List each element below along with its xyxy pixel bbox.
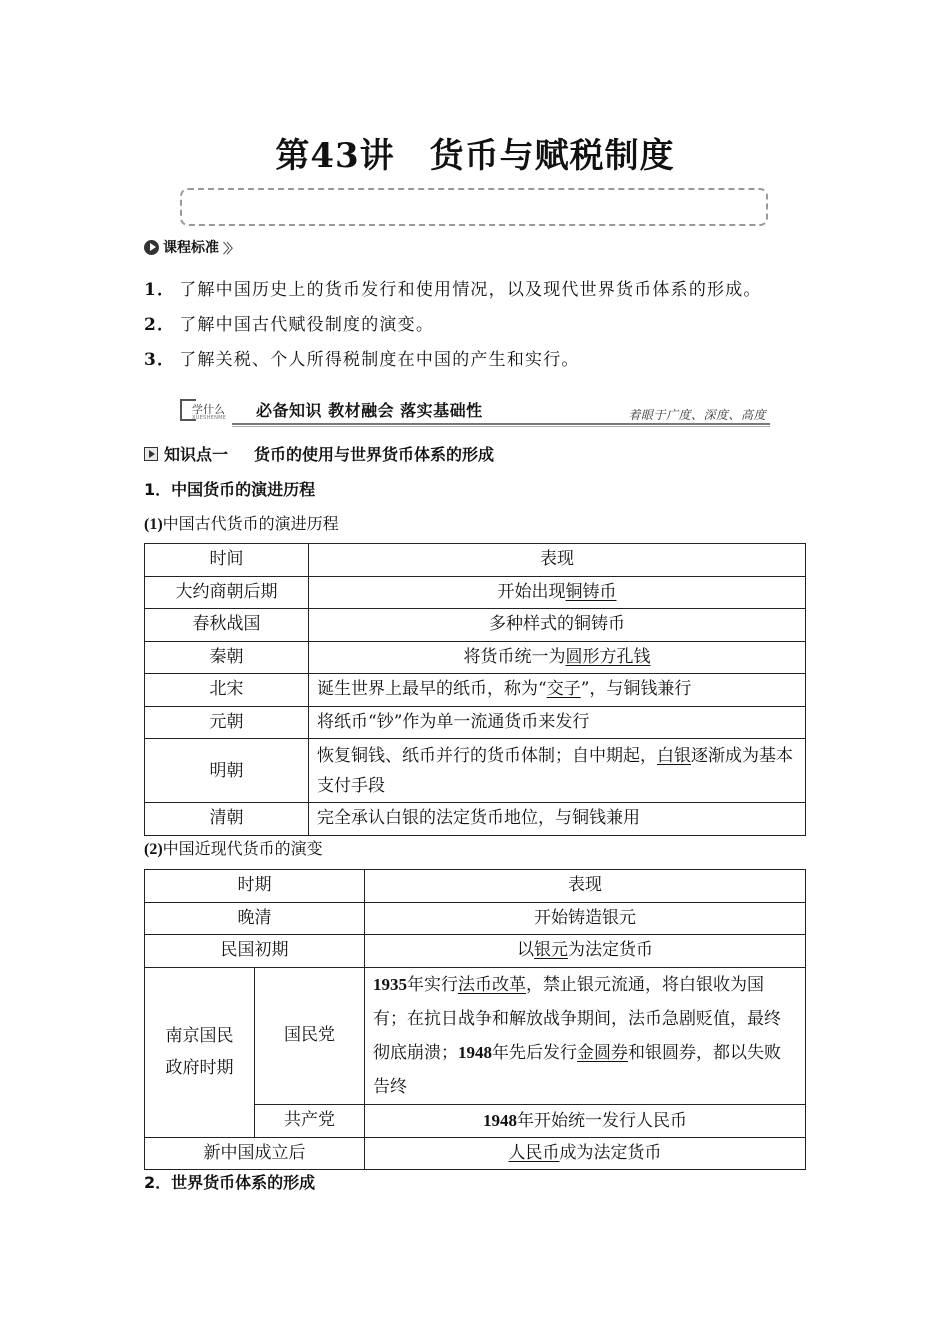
double-chevron-icon: 〉〉 <box>223 241 237 257</box>
modern-currency-table <box>144 869 806 1170</box>
knowledge-point-label: 知识点一 <box>164 445 229 464</box>
table-header-row <box>145 870 806 903</box>
period-cell: 秦朝 <box>145 641 309 674</box>
table-row <box>145 706 806 739</box>
period-cell: 晚清 <box>145 902 365 935</box>
key-term: 法币改革 <box>458 974 526 995</box>
period-cell: 春秋战国 <box>145 609 309 642</box>
desc-cell: 以银元为法定货币 <box>365 935 806 968</box>
period-cell: 大约商朝后期 <box>145 576 309 609</box>
key-term: 人民币 <box>508 1142 560 1163</box>
key-term: 金圆券 <box>577 1042 628 1063</box>
party-cell: 国民党 <box>255 967 365 1104</box>
table-row <box>145 576 806 609</box>
period-cell: 清朝 <box>145 803 309 836</box>
table-row <box>145 935 806 968</box>
section-2-heading: 2．世界货币体系的形成 <box>144 1173 316 1192</box>
play-square-icon <box>144 447 158 461</box>
desc-cell: 开始铸造银元 <box>365 902 806 935</box>
table-row <box>145 674 806 707</box>
page-title: 第43讲 货币与赋税制度 <box>275 136 675 176</box>
table-row <box>145 967 806 1104</box>
banner-slogan: 必备知识 教材融会 落实基础性 <box>256 401 483 420</box>
banner-aside: 着眼于广度、深度、高度 <box>628 408 766 422</box>
play-circle-icon <box>144 240 159 255</box>
header-cell: 表现 <box>365 870 806 903</box>
desc-cell: 诞生世界上最早的纸币，称为“交子”，与铜钱兼行 <box>309 674 806 707</box>
subsection-1-heading: (1)中国古代货币的演进历程 <box>144 514 339 533</box>
ancient-currency-table <box>144 543 806 836</box>
table-row <box>145 803 806 836</box>
header-cell: 表现 <box>309 544 806 577</box>
period-cell: 新中国成立后 <box>145 1137 365 1170</box>
period-cell: 元朝 <box>145 706 309 739</box>
table-row <box>145 609 806 642</box>
curriculum-tag <box>144 237 237 257</box>
table-row <box>145 1137 806 1170</box>
section-1-heading: 1．中国货币的演进历程 <box>144 480 316 499</box>
standard-item-1: 1． 了解中国历史上的货币发行和使用情况，以及现代世界货币体系的形成。 <box>144 280 762 300</box>
section-banner <box>178 397 770 427</box>
key-term: 银元 <box>534 940 568 961</box>
desc-cell: 将纸币“钞”作为单一流通货币来发行 <box>309 706 806 739</box>
table-row <box>145 641 806 674</box>
desc-cell: 人民币成为法定货币 <box>365 1137 806 1170</box>
desc-cell: 恢复铜钱、纸币并行的货币体制；自中期起，白银逐渐成为基本支付手段 <box>309 739 806 803</box>
knowledge-point-heading <box>144 442 494 465</box>
header-cell: 时间 <box>145 544 309 577</box>
table-header-row <box>145 544 806 577</box>
desc-cell: 1948年开始统一发行人民币 <box>365 1104 806 1137</box>
desc-cell: 完全承认白银的法定货币地位，与铜钱兼用 <box>309 803 806 836</box>
key-term: 交子 <box>546 679 581 700</box>
standard-item-2: 2． 了解中国古代赋役制度的演变。 <box>144 315 435 335</box>
subsection-2-heading: (2)中国近现代货币的演变 <box>144 839 323 858</box>
party-cell: 共产党 <box>255 1104 365 1137</box>
key-term: 铜铸币 <box>565 581 617 602</box>
desc-cell: 多种样式的铜铸币 <box>309 609 806 642</box>
period-cell: 明朝 <box>145 739 309 803</box>
header-cell: 时期 <box>145 870 365 903</box>
standard-item-3: 3． 了解关税、个人所得税制度在中国的产生和实行。 <box>144 350 580 370</box>
table-row <box>145 739 806 803</box>
dashed-frame <box>180 188 768 226</box>
desc-cell: 1935年实行法币改革，禁止银元流通，将白银收为国有；在抗日战争和解放战争期间，法币急剧贬值，最终彻底崩溃；1948年先后发行金圆券和银圆券，都以失败告终 <box>365 967 806 1104</box>
period-cell: 民国初期 <box>145 935 365 968</box>
period-cell: 南京国民政府时期 <box>145 967 255 1137</box>
key-term: 圆形方孔钱 <box>565 646 651 667</box>
curriculum-label: 课程标准 <box>163 240 219 256</box>
period-cell: 北宋 <box>145 674 309 707</box>
desc-cell: 将货币统一为圆形方孔钱 <box>309 641 806 674</box>
knowledge-point-title: 货币的使用与世界货币体系的形成 <box>254 445 495 464</box>
table-row <box>145 902 806 935</box>
key-term: 白银 <box>657 745 691 766</box>
xueshenme-logo: 学什么 XUESHENME <box>180 397 230 423</box>
desc-cell: 开始出现铜铸币 <box>309 576 806 609</box>
